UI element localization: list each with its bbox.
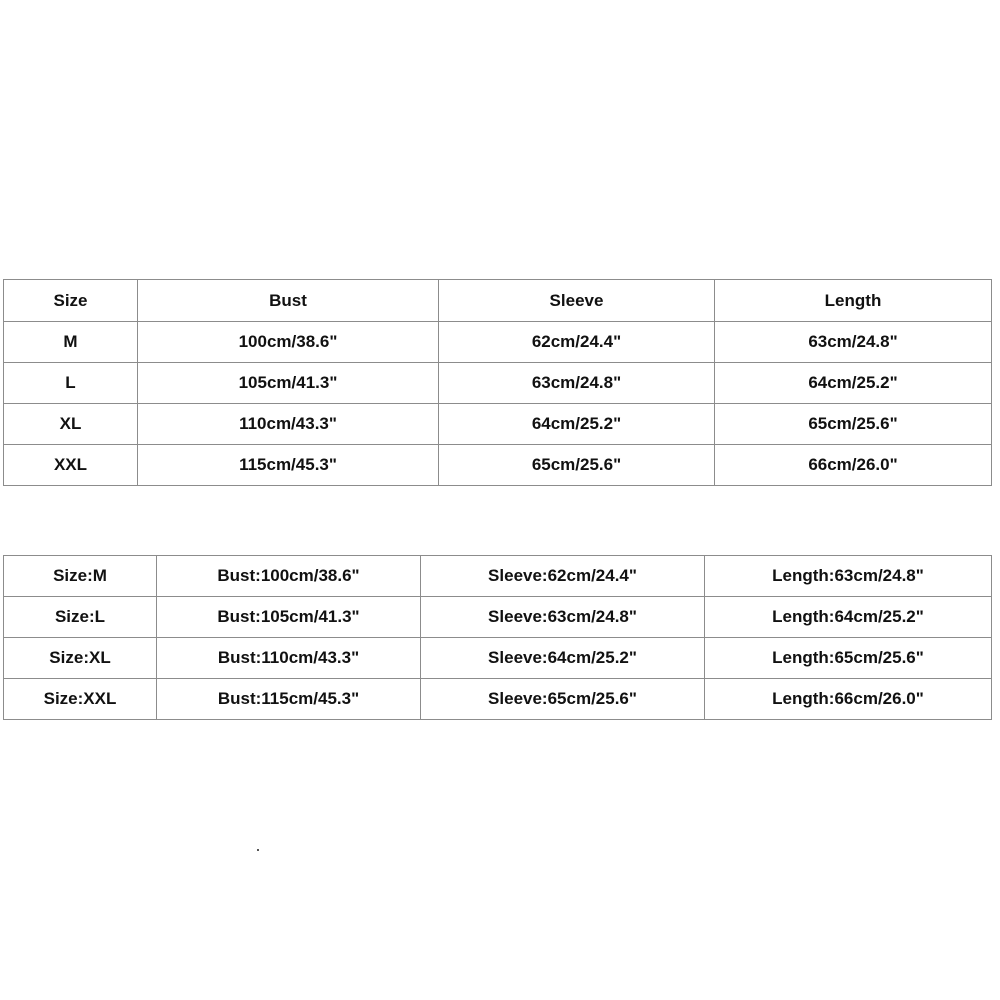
cell-size: XL [4, 404, 138, 445]
cell-length: Length:66cm/26.0" [705, 679, 992, 720]
stray-dot [257, 849, 259, 851]
table-row [4, 322, 992, 363]
cell-size: M [4, 322, 138, 363]
cell-length: 65cm/25.6" [715, 404, 992, 445]
header-bust: Bust [138, 280, 439, 322]
cell-length: 66cm/26.0" [715, 445, 992, 486]
table-row [4, 363, 992, 404]
table-row [4, 445, 992, 486]
size-chart-table [3, 279, 992, 486]
cell-bust: 100cm/38.6" [138, 322, 439, 363]
cell-length: 64cm/25.2" [715, 363, 992, 404]
cell-sleeve: 62cm/24.4" [439, 322, 715, 363]
table-row [4, 556, 992, 597]
cell-size: L [4, 363, 138, 404]
cell-length: 63cm/24.8" [715, 322, 992, 363]
size-list-table [3, 555, 992, 720]
cell-sleeve: Sleeve:65cm/25.6" [421, 679, 705, 720]
cell-size: Size:M [4, 556, 157, 597]
cell-bust: Bust:115cm/45.3" [157, 679, 421, 720]
cell-length: Length:65cm/25.6" [705, 638, 992, 679]
cell-sleeve: 65cm/25.6" [439, 445, 715, 486]
cell-bust: Bust:105cm/41.3" [157, 597, 421, 638]
table-header-row [4, 280, 992, 322]
cell-sleeve: 64cm/25.2" [439, 404, 715, 445]
cell-bust: 105cm/41.3" [138, 363, 439, 404]
cell-bust: Bust:110cm/43.3" [157, 638, 421, 679]
cell-length: Length:63cm/24.8" [705, 556, 992, 597]
table-row [4, 404, 992, 445]
cell-size: Size:XXL [4, 679, 157, 720]
cell-size: Size:XL [4, 638, 157, 679]
header-size: Size [4, 280, 138, 322]
header-length: Length [715, 280, 992, 322]
cell-sleeve: Sleeve:62cm/24.4" [421, 556, 705, 597]
table-row [4, 597, 992, 638]
header-sleeve: Sleeve [439, 280, 715, 322]
cell-size: XXL [4, 445, 138, 486]
cell-bust: 115cm/45.3" [138, 445, 439, 486]
cell-bust: 110cm/43.3" [138, 404, 439, 445]
cell-length: Length:64cm/25.2" [705, 597, 992, 638]
cell-sleeve: Sleeve:63cm/24.8" [421, 597, 705, 638]
cell-sleeve: Sleeve:64cm/25.2" [421, 638, 705, 679]
table-row [4, 638, 992, 679]
cell-bust: Bust:100cm/38.6" [157, 556, 421, 597]
table-row [4, 679, 992, 720]
cell-sleeve: 63cm/24.8" [439, 363, 715, 404]
cell-size: Size:L [4, 597, 157, 638]
